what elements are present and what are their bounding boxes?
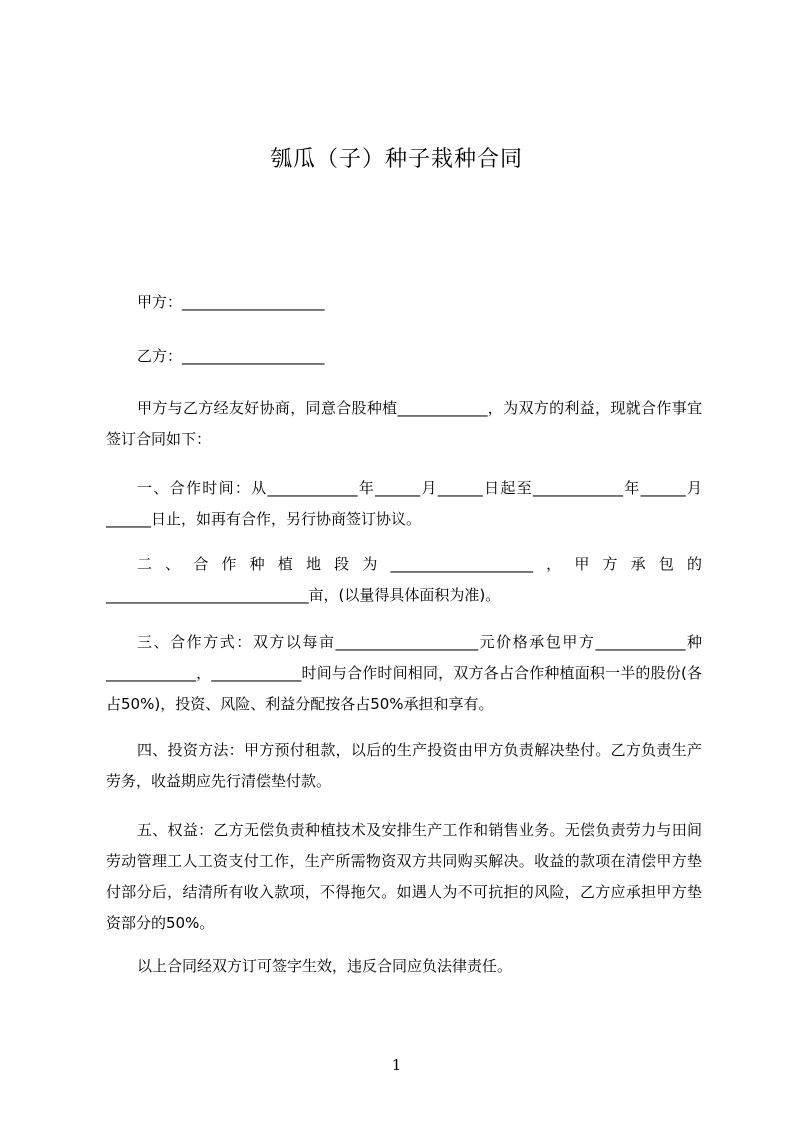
party-b-line: 乙方：___________________ (137, 347, 325, 365)
clause-3-paragraph: 三、合作方式：双方以每亩___________________元价格承包甲方____________种____________，____________时间与合作时间相同，双方各占合作种植面积一半的股份(各占50%)，投资、风险、利益分配按各占50%承担和享有。 (106, 633, 702, 713)
clause-1-paragraph: 一、合作时间：从____________年______月______日起至____________年______月______日止，如再有合作，另行协商签订协议。 (106, 479, 702, 528)
clause-2-paragraph: 二、合作种植地段为___________________，甲方承包的___________________________亩，(以量得具体面积为准)。 (106, 555, 702, 604)
intro-paragraph: 甲方与乙方经友好协商，同意合股种植____________，为双方的利益，现就合作事宜签订合同如下： (106, 399, 702, 448)
party-a-line: 甲方：___________________ (137, 293, 325, 311)
document-title: 瓠瓜（子）种子栽种合同 (269, 147, 523, 172)
page-number: 1 (391, 1056, 402, 1074)
closing-statement: 以上合同经双方订可签字生效，违反合同应负法律责任。 (137, 957, 513, 975)
clause-5-paragraph: 五、权益：乙方无偿负责种植技术及安排生产工作和销售业务。无偿负责劳力与田间劳动管理工人工资支付工作，生产所需物资双方共同购买解决。收益的款项在清偿甲方垫付部分后，结清所有收入款项，不得拖欠。如遇人为不可抗拒的风险，乙方应承担甲方垫资部分的50%。 (106, 821, 702, 932)
clause-4-paragraph: 四、投资方法：甲方预付租款，以后的生产投资由甲方负责解决垫付。乙方负责生产劳务，收益期应先行清偿垫付款。 (106, 741, 702, 790)
